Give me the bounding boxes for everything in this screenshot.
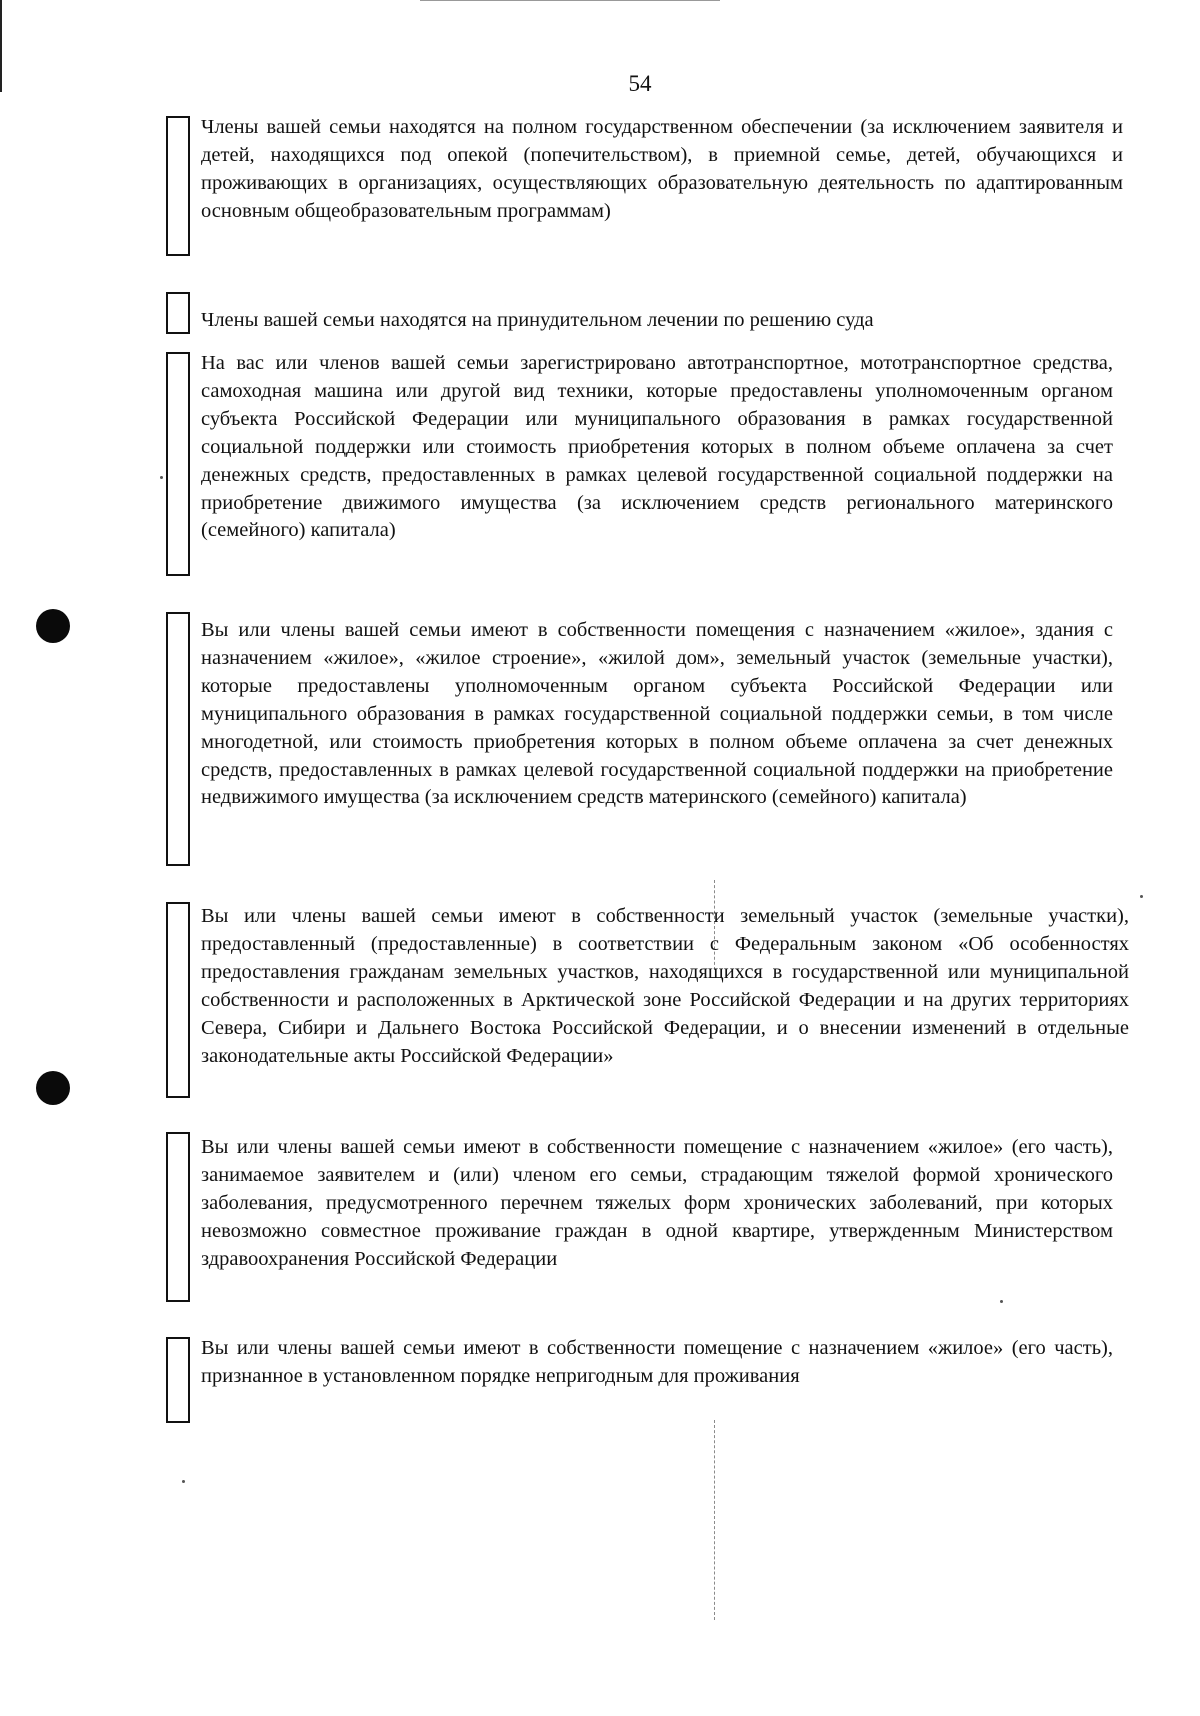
item-label: Вы или члены вашей семьи имеют в собственности помещения с назначением «жилое», здания с назначением «жилое», «жилое строение», «жилой дом», земельный участок (земельные участки), которые предоставлены уполномоченным органом субъекта Российской Федерации или муниципального образования в рамках государственной социальной поддержки семьи, в том числе многодетной, или стоимость приобретения которых в полном объеме оплачена за счет денежных средств, предоставленных в рамках целевой государственной социальной поддержки на приобретение недвижимого имущества (за исключением средств материнского (семейного) капитала) <box>201 619 1113 809</box>
checkbox[interactable] <box>166 902 190 1098</box>
punch-hole-top <box>36 609 70 643</box>
top-edge-mark <box>420 0 720 1</box>
checkbox-item[interactable] <box>166 902 1129 1098</box>
item-label: Вы или члены вашей семьи имеют в собственности земельный участок (земельные участки), предоставленный (предоставленные) в соответствии с Федеральным законом «Об особенностях предоставления гражданам земельных участков, находящихся в государственной или муниципальной собственности и расположенных в Арктической зоне Российской Федерации и на других территориях Севера, Сибири и Дальнего Востока Российской Федерации, и о внесении изменений в отдельные законодательные акты Российской Федерации» <box>201 905 1129 1067</box>
checkbox-item[interactable] <box>166 1132 1126 1302</box>
checkbox-item[interactable] <box>166 612 1126 866</box>
checkbox-item[interactable] <box>166 1337 1126 1423</box>
scan-speck <box>160 476 163 479</box>
checkbox-item[interactable] <box>166 116 1126 256</box>
item-label: Члены вашей семьи находятся на полном государственном обеспечении (за исключением заявителя и детей, находящихся под опекой (попечительством), в приемной семье, детей, обучающихся и проживающих в организациях, осуществляющих образовательную деятельность по адаптированным основным общеобразовательным программам) <box>201 116 1123 222</box>
checkbox-item[interactable] <box>166 292 1126 334</box>
item-label: Члены вашей семьи находятся на принудительном лечении по решению суда <box>201 309 874 331</box>
scan-speck <box>1140 895 1143 898</box>
checkbox[interactable] <box>166 1132 190 1302</box>
left-edge-mark <box>0 0 2 92</box>
fold-line <box>714 1420 715 1620</box>
checkbox[interactable] <box>166 612 190 866</box>
checkbox[interactable] <box>166 352 190 576</box>
item-label: Вы или члены вашей семьи имеют в собственности помещение с назначением «жилое» (его часть), занимаемое заявителем и (или) членом его семьи, страдающим тяжелой формой хронического заболевания, предусмотренного перечнем тяжелых форм хронических заболеваний, при которых невозможно совместное проживание граждан в одной квартире, утвержденным Министерством здравоохранения Российской Федерации <box>201 1136 1113 1270</box>
checkbox-item[interactable] <box>166 352 1126 576</box>
checkbox[interactable] <box>166 1337 190 1423</box>
item-label: На вас или членов вашей семьи зарегистрировано автотранспортное, мототранспортное средства, самоходная машина или другой вид техники, которые предоставлены уполномоченным органом субъекта Российской Федерации или муниципального образования в рамках государственной социальной поддержки или стоимость приобретения которых в полном объеме оплачена за счет денежных средств, предоставленных в рамках целевой государственной социальной поддержки на приобретение движимого имущества (за исключением средств регионального материнского (семейного) капитала) <box>201 352 1113 542</box>
checkbox[interactable] <box>166 292 190 334</box>
scan-speck <box>182 1480 185 1483</box>
page-number: 54 <box>628 71 652 96</box>
punch-hole-bottom <box>36 1071 70 1105</box>
checkbox[interactable] <box>166 116 190 256</box>
item-label: Вы или члены вашей семьи имеют в собственности помещение с назначением «жилое» (его часть), признанное в установленном порядке непригодным для проживания <box>201 1337 1113 1387</box>
